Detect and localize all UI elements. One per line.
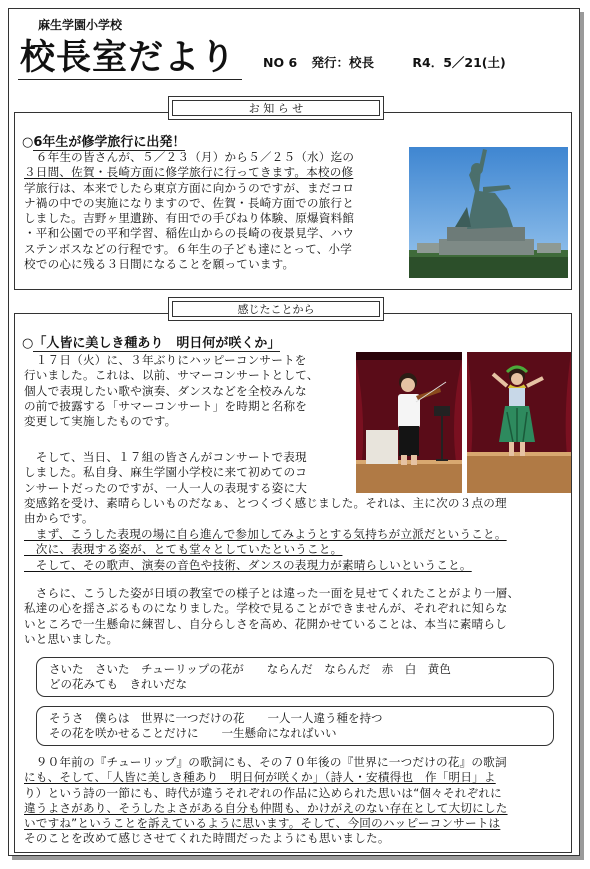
violin-photo-icon (356, 352, 462, 493)
notice-line: ナ禍の中での実施になりますので、佐賀・長崎方面での旅行と (24, 195, 354, 210)
closing-line: いですね”ということを訴えているように思います。そして、今回のハッピーコンサートは (24, 816, 501, 831)
closing-line: にも、そして、「人皆に美しき種あり 明日何が咲くか」（詩人・安積得也 作「明日」よ (24, 770, 496, 785)
circle-mark-icon: ○ (22, 336, 34, 351)
notice-line: ６年生の皆さんが、５／２３（月）から５／２５（水）迄の (24, 150, 355, 164)
peace-statue-photo (409, 147, 568, 278)
concert-line: そして、当日、１７組の皆さんがコンサートで表現 (24, 450, 307, 464)
notice-line: ステンボスなどの行程です。６年生の子ども達にとって、小学 (24, 241, 353, 256)
notice-line: しました。吉野ヶ里遺跡、有田での手びねり体験、原爆資料館 (24, 211, 355, 226)
concert-line: ンサートだったのですが、一人一人の表現する姿に大 (24, 480, 308, 495)
notice-line: ・平和公園での平和学習、稲佐山からの長崎の夜景見学、ハウ (24, 226, 355, 241)
lyric-line: どの花みても きれいだな (49, 677, 187, 691)
reflection-line: いと思いました。 (24, 631, 119, 646)
lyric-line: その花を咲かせることだけに 一生懸命になればいい (49, 726, 337, 740)
tulip-lyric-box (36, 657, 554, 697)
reflection-line: 私達の心を揺さぶるものになりました。学校で見ることができませんが、それぞれに知らな (24, 601, 508, 616)
publisher: 発行：校長 (311, 55, 375, 70)
circle-mark-icon: ○ (22, 135, 34, 150)
issue-info (263, 53, 516, 71)
notice-heading-text: 6年生が修学旅行に出発！ (33, 135, 186, 150)
notice-line: 校での心に残る３日間になることを願っています。 (24, 257, 295, 272)
concert-line: しました。私自身、麻生学園小学校に来て初めてのコ (24, 465, 308, 480)
lyric-line: さいた さいた チューリップの花が ならんだ ならんだ 赤 白 黄色 (49, 662, 451, 676)
notice-line: 学旅行は、本来でしたら東京方面に向かうのですが、まだコロ (24, 180, 355, 195)
newsletter-title: 校長室だより (20, 37, 237, 78)
point-line: まず、こうした表現の場に自ら進んで参加してみようとする気持ちが立派だということ。 (24, 527, 507, 541)
lyric-line: そうさ 僕らは 世界に一つだけの花 一人一人違う種を持つ (49, 711, 383, 725)
reflection-line: さらに、こうした姿が日頃の教室での様子とは違った一面を見せてくれたことがより一層、 (24, 586, 520, 600)
reflection-para (24, 586, 519, 647)
concert-line: 由からです。 (24, 511, 94, 526)
issue-date: R4．5／21(土) (412, 55, 506, 70)
closing-para (24, 755, 508, 847)
concert-intro-line: １７日（火）に、３年ぶりにハッピーコンサートを (24, 353, 307, 367)
closing-line: ９０年前の『チューリップ』の歌詞にも、その７０年後の『世界に一つだけの花』の歌詞 (24, 755, 507, 769)
reflection-label-box (168, 297, 384, 321)
only-one-flower-lyric-box (36, 706, 554, 746)
closing-line: そのことを改めて感じさせてくれた時間だったようにも思いました。 (24, 831, 390, 846)
point-line: そして、その歌声、演奏の音色や技術、ダンスの表現力が素晴らしいということ。 (24, 557, 472, 572)
hula-photo-icon (467, 352, 571, 493)
concert-line: 変感銘を受け、素晴らしいものだなぁ、とつくづく感じました。それは、主に次の３点の理 (24, 496, 507, 510)
notice-line: ３日間、佐賀・長崎方面に修学旅行に行ってきます。本校の修 (24, 165, 354, 180)
notice-label-box (168, 96, 384, 120)
title-underline (18, 79, 242, 80)
violin-performance-photo (356, 352, 462, 493)
concert-para-narrow (24, 450, 307, 496)
concert-intro-line: 個人で表現したい歌や演奏、ダンスなどを全校みんな (24, 383, 307, 398)
closing-line: 違うよさがあり、そうしたよさがある自分も仲間も、かけがえのない存在として大切にした (24, 800, 508, 815)
notice-heading (22, 131, 185, 150)
concert-para-wide (24, 496, 507, 527)
notice-body (24, 150, 354, 272)
three-points (24, 527, 507, 573)
concert-intro-line: 行いました。これは、以前、サマーコンサートとして、 (24, 368, 319, 383)
closing-line: り）という詩の一節にも、時代が違うそれぞれの作品に込められた思いは“個々それぞれに (24, 785, 502, 800)
reflection-line: いところで一生懸命に練習し、自分らしさを高め、花開かせていることは、本当に素晴らし (24, 616, 507, 631)
peace-statue-icon (409, 147, 568, 278)
hula-dance-photo (467, 352, 571, 493)
concert-intro-line: の前で披露する「サマーコンサート」を時期と名称を (24, 398, 308, 413)
issue-number: NO 6 (263, 55, 298, 70)
concert-intro-line: 変更して実施したものです。 (24, 414, 177, 429)
reflection-label: 感じたことから (172, 301, 380, 317)
school-name: 麻生学園小学校 (38, 18, 123, 32)
reflection-heading (22, 332, 280, 351)
reflection-heading-text: 「人皆に美しき種あり 明日何が咲くか」 (33, 336, 281, 351)
point-line: 次に、表現する姿が、とても堂々としていたということ。 (24, 542, 343, 557)
notice-label: お 知 ら せ (172, 100, 380, 116)
concert-intro (24, 353, 319, 429)
